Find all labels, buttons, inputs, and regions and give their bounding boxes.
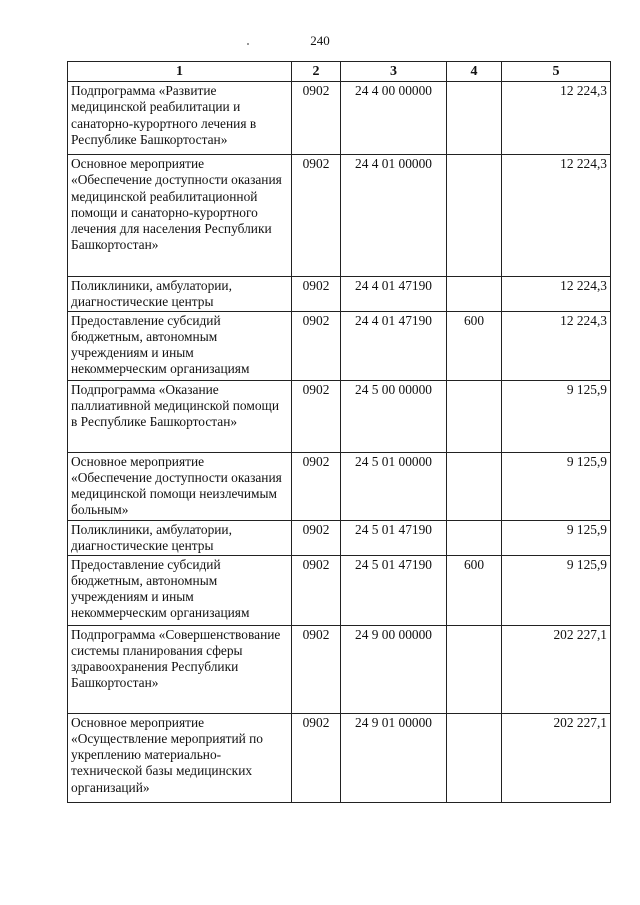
row-section: 0902: [292, 555, 341, 625]
row-amount: 9 125,9: [502, 520, 611, 555]
table-row: [68, 520, 611, 555]
table-row: [68, 311, 611, 380]
table-header: [68, 62, 611, 82]
page-number: 240: [310, 33, 330, 48]
row-target: 24 5 01 47190: [341, 555, 447, 625]
row-amount: 202 227,1: [502, 713, 611, 802]
header-col-2: 2: [292, 62, 341, 82]
row-section: 0902: [292, 380, 341, 452]
row-amount: 12 224,3: [502, 311, 611, 380]
table-row: [68, 555, 611, 625]
row-target: 24 9 00 00000: [341, 625, 447, 713]
row-name: Подпрограмма «Совершенствование системы планирования сферы здравоохранения Республики Башкортостан»: [68, 625, 292, 713]
row-section: 0902: [292, 82, 341, 155]
row-amount: 9 125,9: [502, 452, 611, 520]
row-name: Основное мероприятие «Осуществление мероприятий по укреплению материально-технической базы медицинских организаций»: [68, 713, 292, 802]
row-type: [447, 713, 502, 802]
scan-speck: [247, 43, 249, 45]
row-section: 0902: [292, 155, 341, 277]
table-row: [68, 713, 611, 802]
row-type: 600: [447, 311, 502, 380]
row-type: [447, 155, 502, 277]
row-section: 0902: [292, 277, 341, 312]
row-amount: 202 227,1: [502, 625, 611, 713]
header-col-4: 4: [447, 62, 502, 82]
row-target: 24 4 00 00000: [341, 82, 447, 155]
table-body: [68, 82, 611, 803]
row-amount: 12 224,3: [502, 277, 611, 312]
row-amount: 9 125,9: [502, 555, 611, 625]
row-type: [447, 380, 502, 452]
row-section: 0902: [292, 311, 341, 380]
row-target: 24 4 01 47190: [341, 277, 447, 312]
row-name: Поликлиники, амбулатории, диагностические центры: [68, 520, 292, 555]
row-target: 24 9 01 00000: [341, 713, 447, 802]
table-row: [68, 452, 611, 520]
row-type: [447, 82, 502, 155]
row-section: 0902: [292, 520, 341, 555]
row-target: 24 5 01 47190: [341, 520, 447, 555]
row-name: Предоставление субсидий бюджетным, автономным учреждениям и иным некоммерческим организациям: [68, 311, 292, 380]
table-row: [68, 625, 611, 713]
header-col-5: 5: [502, 62, 611, 82]
row-target: 24 4 01 47190: [341, 311, 447, 380]
table-row: [68, 155, 611, 277]
table-row: [68, 380, 611, 452]
row-type: 600: [447, 555, 502, 625]
header-row: [68, 62, 611, 82]
row-type: [447, 625, 502, 713]
row-name: Предоставление субсидий бюджетным, автономным учреждениям и иным некоммерческим организациям: [68, 555, 292, 625]
row-type: [447, 452, 502, 520]
row-target: 24 5 00 00000: [341, 380, 447, 452]
row-target: 24 4 01 00000: [341, 155, 447, 277]
row-section: 0902: [292, 452, 341, 520]
table-row: [68, 277, 611, 312]
row-name: Основное мероприятие «Обеспечение доступности оказания медицинской реабилитационной помощи и санаторно-курортного лечения для населения Республики Башкортостан»: [68, 155, 292, 277]
header-col-1: 1: [68, 62, 292, 82]
row-target: 24 5 01 00000: [341, 452, 447, 520]
row-amount: 12 224,3: [502, 82, 611, 155]
row-name: Подпрограмма «Развитие медицинской реабилитации и санаторно-курортного лечения в Республике Башкортостан»: [68, 82, 292, 155]
row-section: 0902: [292, 713, 341, 802]
row-type: [447, 520, 502, 555]
row-type: [447, 277, 502, 312]
row-name: Основное мероприятие «Обеспечение доступности оказания медицинской помощи неизлечимым больным»: [68, 452, 292, 520]
row-section: 0902: [292, 625, 341, 713]
row-name: Поликлиники, амбулатории, диагностические центры: [68, 277, 292, 312]
budget-table: [67, 61, 611, 803]
row-amount: 12 224,3: [502, 155, 611, 277]
row-amount: 9 125,9: [502, 380, 611, 452]
table-row: [68, 82, 611, 155]
row-name: Подпрограмма «Оказание паллиативной медицинской помощи в Республике Башкортостан»: [68, 380, 292, 452]
header-col-3: 3: [341, 62, 447, 82]
